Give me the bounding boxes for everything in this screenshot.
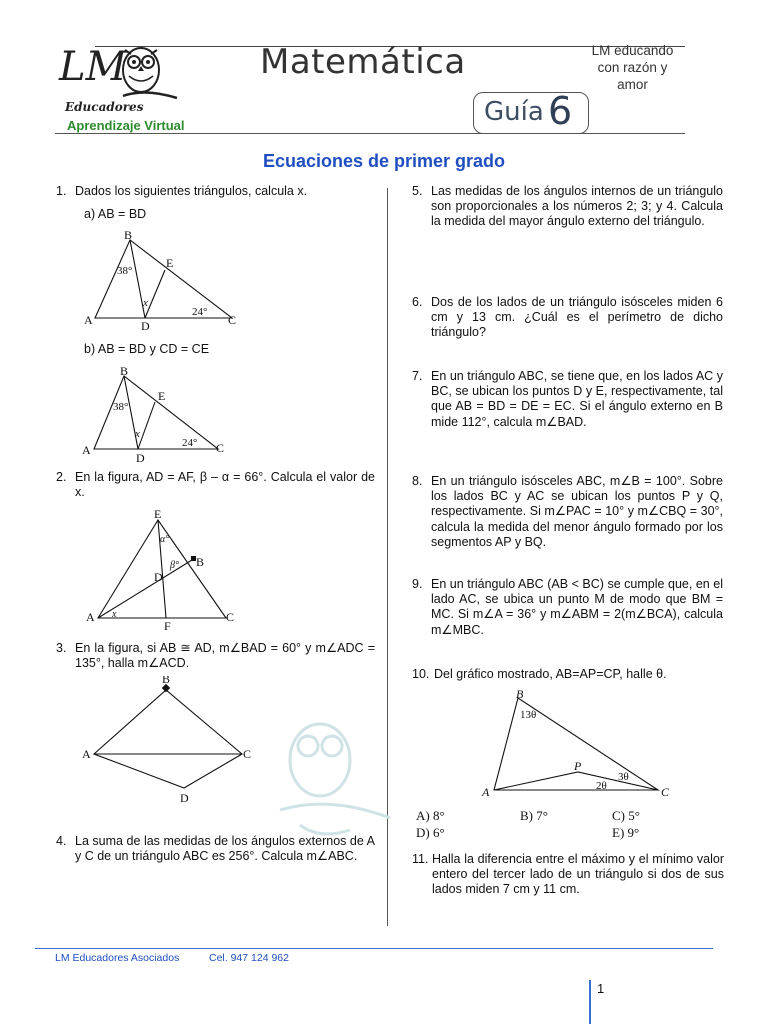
- motto: [575, 42, 690, 93]
- answer-option: D) 6°: [416, 825, 445, 840]
- angle-label: 2θ: [596, 780, 607, 792]
- figure-2: [84, 506, 244, 630]
- vertex-c-label: C: [226, 610, 235, 624]
- vertex-e-label: E: [166, 256, 174, 270]
- lm-logo: [55, 38, 185, 134]
- problem-text: En la figura, si AB ≅ AD, m∠BAD = 60° y m∠ADC = 135°, halla m∠ACD.: [75, 641, 375, 671]
- answer-option: E) 9°: [612, 825, 640, 840]
- problem-1a-label: a) AB = BD: [84, 207, 147, 221]
- vertex-p-label: P: [574, 759, 582, 773]
- vertex-d-label: D: [154, 570, 163, 584]
- document-title: Ecuaciones de primer grado: [262, 151, 506, 171]
- vertex-b-label: B: [196, 555, 205, 569]
- document-header: [55, 36, 685, 136]
- footer-rule: [35, 948, 713, 949]
- angle-label: α°: [160, 534, 170, 545]
- owl-icon: [115, 40, 181, 102]
- problem-number: 11.: [412, 852, 429, 866]
- vertex-c-label: C: [216, 441, 225, 455]
- figure-10: [478, 686, 682, 802]
- figure-1b: [80, 364, 240, 464]
- logo-tagline: Aprendizaje Virtual: [67, 118, 185, 133]
- answer-options: [416, 808, 716, 844]
- vertex-e-label: E: [158, 389, 166, 403]
- vertex-a-label: A: [86, 610, 95, 624]
- header-bottom-rule: [55, 133, 685, 134]
- guia-badge: [473, 89, 589, 134]
- vertex-b-label: B: [120, 364, 129, 378]
- problem-text: Del gráfico mostrado, AB=AP=CP, halle θ.: [434, 667, 667, 681]
- angle-label: 24°: [192, 306, 208, 318]
- motto-line: amor: [617, 77, 648, 92]
- problem-text: Halla la diferencia entre el máximo y el mínimo valor entero del tercer lado de un triángulo si dos de sus lados miden 7 cm y 11 cm.: [432, 852, 724, 897]
- motto-line: LM educando: [591, 43, 674, 58]
- vertex-b-label: B: [516, 687, 524, 701]
- vertex-b-label: B: [162, 676, 171, 686]
- problem-number: 4.: [56, 834, 67, 848]
- angle-label: 38°: [117, 265, 133, 277]
- angle-label: 3θ: [618, 771, 629, 783]
- problem-text: En la figura, AD = AF, β – α = 66°. Calcula el valor de x.: [75, 470, 375, 500]
- logo-lm-text: LM: [59, 44, 127, 90]
- vertex-d-label: D: [136, 451, 145, 464]
- problem-7: [412, 369, 724, 449]
- vertex-e-label: E: [154, 507, 162, 521]
- angle-label: 13θ: [520, 709, 537, 721]
- angle-label: 38°: [113, 401, 129, 413]
- logo-educadores-text: Educadores: [65, 100, 144, 114]
- answer-option: B) 7°: [520, 808, 548, 823]
- vertex-d-label: D: [141, 319, 150, 333]
- answer-option: C) 5°: [612, 808, 640, 823]
- guia-label: Guía: [484, 97, 544, 127]
- motto-line: con razón y: [597, 60, 668, 75]
- problem-5: [412, 184, 724, 248]
- angle-label: x: [112, 609, 117, 620]
- vertex-a-label: A: [82, 747, 91, 761]
- problem-number: 8.: [412, 474, 423, 488]
- page-number-bar: [589, 980, 591, 1024]
- problem-text: En un triángulo ABC (AB < BC) se cumple que, en el lado AC, se ubica un punto M de modo que BM = MC. Si m∠A = 36° y m∠ABM = 2(m∠BCA), calcula m∠MBC.: [431, 577, 723, 637]
- vertex-c-label: C: [661, 785, 670, 799]
- problem-text: Las medidas de los ángulos internos de un triángulo son proporcionales a los números 2; 3; y 4. Calcula la medida del mayor ángulo externo del triángulo.: [431, 184, 723, 229]
- vertex-a-label: A: [482, 785, 490, 799]
- problem-4: [56, 834, 376, 882]
- problem-1: [56, 184, 376, 202]
- problem-number: 1.: [56, 184, 67, 198]
- angle-label: x: [143, 297, 148, 309]
- problem-number: 9.: [412, 577, 423, 591]
- vertex-a-label: A: [84, 313, 93, 327]
- subject-title: Matemática: [260, 42, 466, 82]
- owl-watermark-icon: [260, 700, 400, 850]
- problem-6: [412, 295, 724, 343]
- vertex-a-label: A: [82, 443, 91, 457]
- problem-number: 6.: [412, 295, 423, 309]
- problem-1b-label: b) AB = BD y CD = CE: [84, 342, 210, 356]
- problem-number: 3.: [56, 641, 67, 655]
- angle-label: β°: [170, 560, 179, 571]
- problem-text: En un triángulo ABC, se tiene que, en los lados AC y BC, se ubican los puntos D y E, respectivamente, tal que AB = BD = DE = EC. Si el ángulo externo en B mide 112°, calcula m∠BAD.: [431, 369, 723, 429]
- vertex-c-label: C: [243, 747, 252, 761]
- problem-number: 2.: [56, 470, 67, 484]
- answer-option: A) 8°: [416, 808, 445, 823]
- problem-11: [412, 852, 724, 900]
- problem-text: Dos de los lados de un triángulo isósceles miden 6 cm y 13 cm. ¿Cuál es el perímetro de dicho triángulo?: [431, 295, 723, 340]
- vertex-f-label: F: [164, 619, 171, 630]
- guia-number: 6: [548, 89, 573, 133]
- page-number: 1: [597, 981, 605, 996]
- vertex-c-label: C: [228, 313, 237, 327]
- angle-label: x: [135, 428, 140, 440]
- problem-10: [412, 667, 724, 685]
- vertex-d-label: D: [180, 791, 189, 805]
- problem-number: 10.: [412, 667, 430, 681]
- figure-1a: [80, 228, 250, 334]
- figure-3: [80, 676, 270, 806]
- problem-text: La suma de las medidas de los ángulos externos de A y C de un triángulo ABC es 256°. Calcula m∠ABC.: [75, 834, 375, 864]
- footer-phone: Cel. 947 124 962: [209, 952, 289, 964]
- problem-text: En un triángulo isósceles ABC, m∠B = 100°. Sobre los lados BC y AC se ubican los puntos P y Q, respectivamente. Si m∠PAC = 10° y m∠CBQ = 30°, calcula la medida del menor ángulo formado por los segmentos AP y BQ.: [431, 474, 723, 549]
- problem-2: [56, 470, 376, 502]
- problem-9: [412, 577, 724, 641]
- problem-number: 7.: [412, 369, 423, 383]
- footer-company: LM Educadores Asociados: [55, 952, 180, 964]
- problem-text: Dados los siguientes triángulos, calcula x.: [75, 184, 308, 198]
- problem-8: [412, 474, 724, 554]
- problem-number: 5.: [412, 184, 423, 198]
- vertex-b-label: B: [124, 228, 133, 242]
- angle-label: 24°: [182, 437, 198, 449]
- problem-3: [56, 641, 376, 673]
